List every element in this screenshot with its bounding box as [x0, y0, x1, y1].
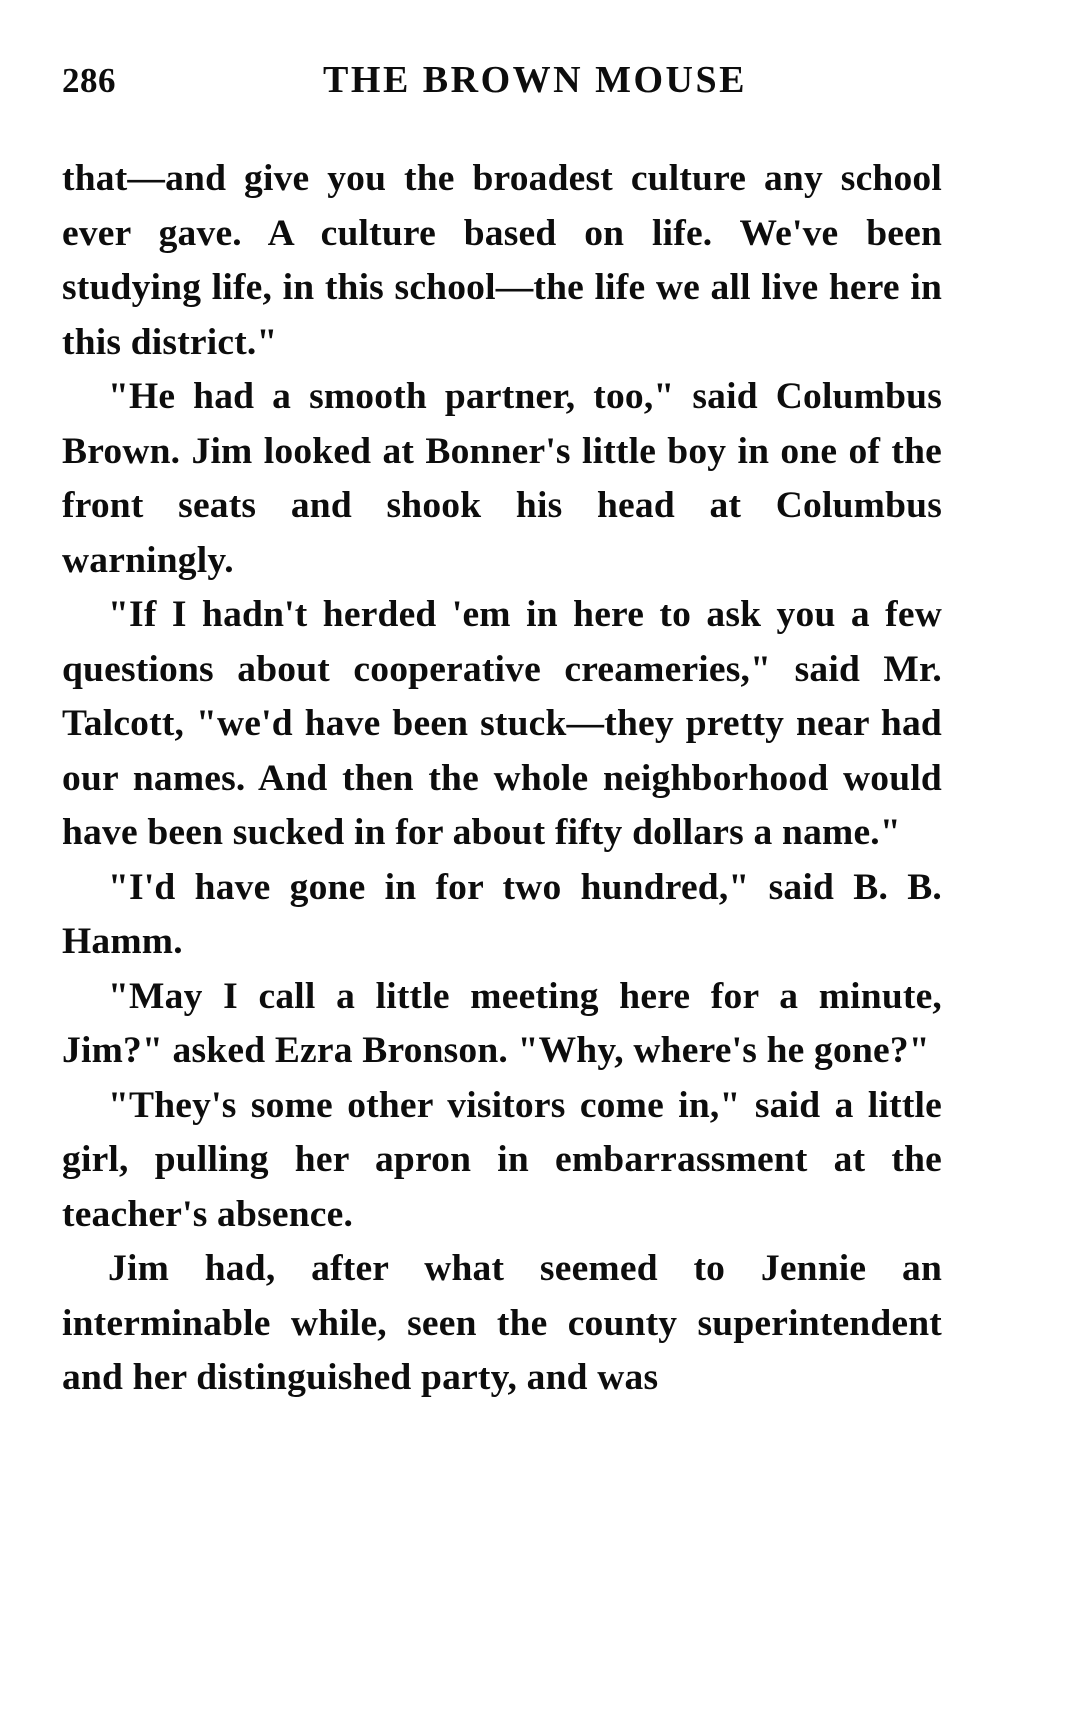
paragraph: "He had a smooth partner, too," said Columbus Brown. Jim looked at Bonner's little boy in one of the front seats and shook his head at Columbus warningly.	[62, 376, 942, 581]
paragraph: "I'd have gone in for two hundred," said B. B. Hamm.	[62, 866, 942, 962]
page-number: 286	[62, 61, 116, 100]
paragraph: "They's some other visitors come in," said a little girl, pulling her apron in embarrassment at the teacher's absence.	[62, 1084, 942, 1235]
paragraph: "If I hadn't herded 'em in here to ask you a few questions about cooperative creameries," said Mr. Talcott, "we'd have been stuck—they pretty near had our names. And then the whole neighborhood would have been sucked in for about fifty dollars a name."	[62, 594, 942, 853]
paragraph: "May I call a little meeting here for a minute, Jim?" asked Ezra Bronson. "Why, where's he gone?"	[62, 975, 942, 1071]
paragraph: Jim had, after what seemed to Jennie an interminable while, seen the county superintendent and her distinguished party, and was	[62, 1248, 942, 1398]
running-head	[62, 58, 943, 128]
paragraph: that—and give you the broadest culture any school ever gave. A culture based on life. We've been studying life, in this school—the life we all live here in this district."	[62, 158, 942, 363]
body-text	[62, 152, 942, 1406]
book-title: THE BROWN MOUSE	[323, 59, 747, 101]
